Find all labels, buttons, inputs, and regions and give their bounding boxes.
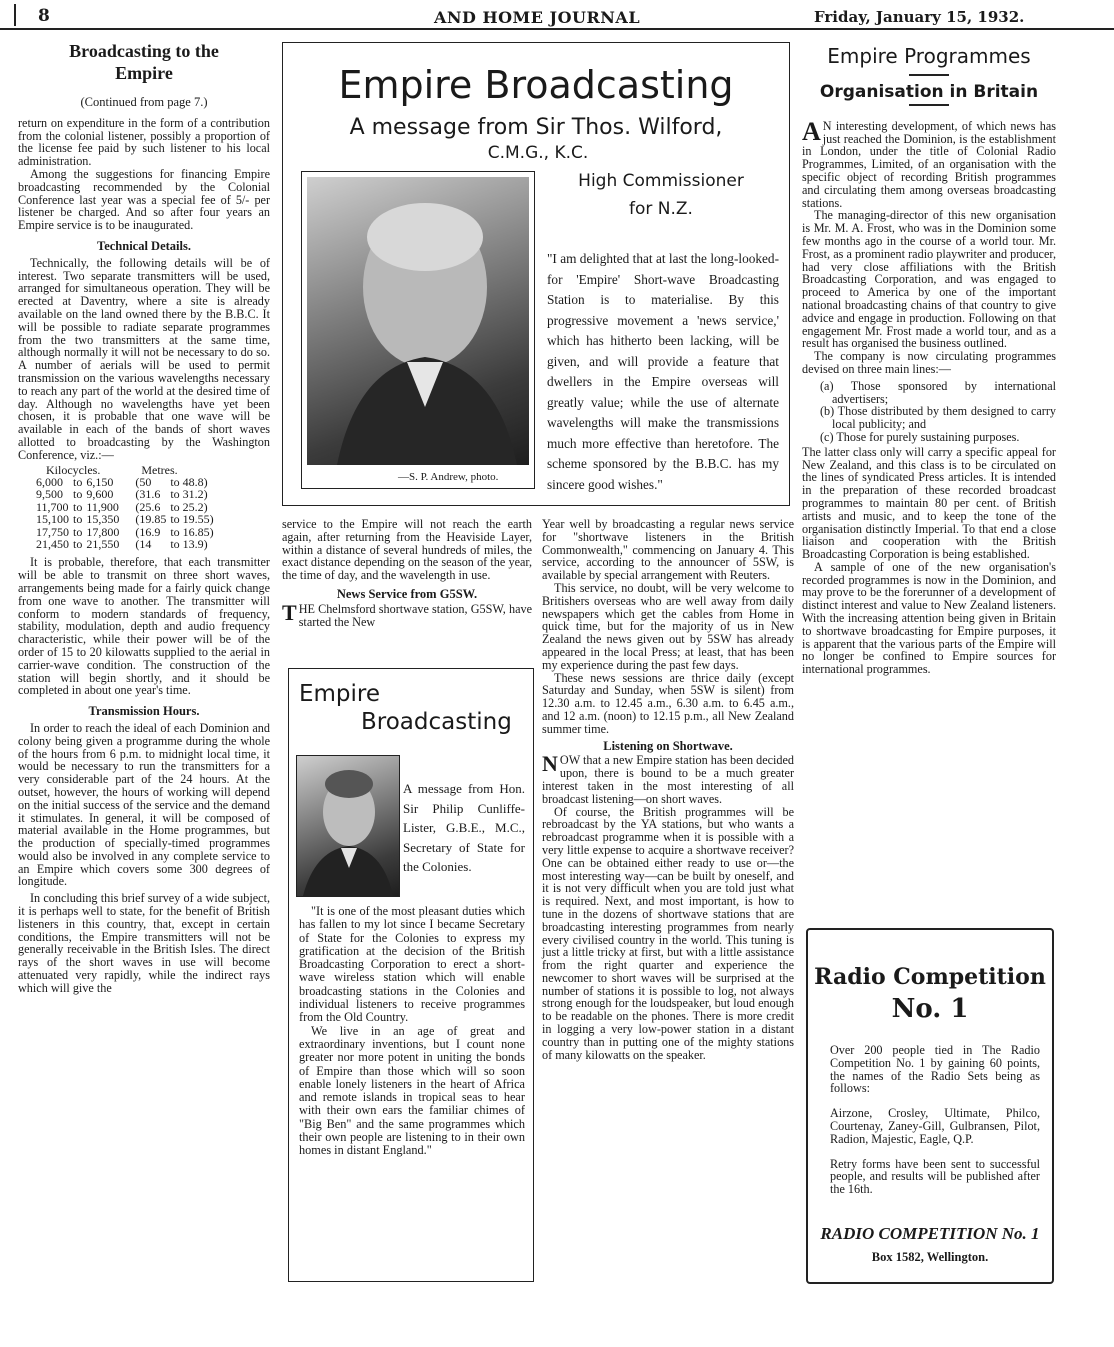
paragraph-text: OW that a new Empire station has been decided upon, there is bound to be a much greater interest taken in the most interesting of all broadcast listening—on short waves.: [542, 753, 794, 806]
paragraph-text: N interesting development, of which news has just reached the Dominion, is the establishment in London, under the title of Colonial Radio Programmes, Limited, of an organisation with the specific object of recording British programmes and circulating them among overseas broadcasting stations.: [802, 118, 1056, 210]
issue-date: Friday, January 15, 1932.: [814, 8, 1025, 26]
paragraph: It is probable, therefore, that each transmitter will be able to transmit on three short waves, arrangements being made for a fairly quick change from one wave to another. The transmitter will conform to modern standards of frequency, stability, modulation, depth and audio frequency characteristic, while their power will be of the order of 15 to 20 kilowatts supplied to the aerial in carrier-wave condition. The construction of the station will begin shortly, and it should be completed in about one year's time.: [18, 555, 270, 698]
column-3: [542, 518, 794, 1061]
box-title: Empire: [299, 681, 381, 707]
list-item: (b) Those distributed by them designed to carry local publicity; and: [820, 404, 1056, 432]
portrait-silhouette: [307, 177, 529, 465]
drop-cap: N: [542, 751, 558, 777]
paragraph: [802, 116, 1056, 210]
table-header: Metres.: [141, 462, 178, 477]
competition-number: No. 1: [891, 994, 969, 1024]
section-heading: Technical Details.: [97, 238, 191, 253]
section-heading: News Service from G5SW.: [336, 586, 478, 601]
portrait-photo: [307, 177, 529, 465]
paragraph: We live in an age of great and extraordinary inventions, but I count none greater nor more potent in uniting the bonds of Empire than those which will so soon enable lonely listeners in the heart of Africa and remote islands in tropical seas to hear with their own ears the familiar chimes of "Big Ben" and the same programmes which their own people are listening to in their own homes in distant England.": [299, 1023, 525, 1158]
paragraph: Among the suggestions for financing Empire broadcasting recommended by the Colonial Conference last year was a special fee of 5/- per listener be charged. And so after four years an Empire service is to be inaugurated.: [18, 166, 270, 233]
portrait-frame: [301, 171, 535, 489]
portrait-photo: [296, 755, 400, 897]
drop-cap: A: [802, 116, 821, 146]
feature-box: [282, 42, 790, 506]
paragraph: "It is one of the most pleasant duties which has fallen to my lot since I became Secretary of State for the Colonies to express my gratification at the decision of the British Broadcasting Corporation to erect a short-wave wireless station which will enable broadcasting stations in the Colonies and individual listeners to receive programmes from the Old Country.: [299, 904, 525, 1025]
paragraph: This service, no doubt, will be very welcome to Britishers overseas who are well away from daily newspapers which get the cables from Home in quick time, but for the majority of us in New Zealand the news given out by 5SW has already appeared in the local Press; at least, that has been my experience during the past few days.: [542, 580, 794, 672]
journal-title: AND HOME JOURNAL: [434, 8, 641, 27]
paragraph: [282, 599, 532, 629]
article-subtitle: Organisation in Britain: [819, 81, 1039, 102]
box-quote: [299, 905, 525, 1158]
box-message: A message from Hon. Sir Philip Cunliffe-Lister, G.B.E., M.C., Secretary of State for the Colonies.: [403, 781, 525, 874]
competition-title: Radio Competition: [814, 964, 1046, 990]
column-4: [802, 44, 1056, 676]
continued-note: (Continued from page 7.): [80, 95, 208, 109]
paragraph-text: HE Chelmsford shortwave station, G5SW, have started the New: [298, 601, 532, 629]
paragraph: The company is now circulating programmes devised on three main lines:—: [802, 349, 1056, 376]
feature-title: Empire Broadcasting: [338, 63, 734, 107]
portrait-silhouette: [297, 756, 399, 896]
table-header: Kilocycles.: [46, 462, 101, 477]
article-title: [18, 40, 270, 84]
article-title-line-2: Empire: [115, 63, 173, 83]
paragraph: The latter class only will carry a specific appeal for New Zealand, and this class is to be circulated on the lines of syndicated Press articles. It is intended in the preparation of these recorded broadcast programmes to maintain 80 per cent. of British artists and music, and to keep the tone of the organisation distinctly Imperial. To that end a close liaison and cooperation with the British Broadcasting Corporation is being established.: [802, 444, 1056, 562]
feature-role: for N.Z.: [629, 199, 693, 219]
paragraph: Retry forms have been sent to successful people, and results will be published after the 16th.: [830, 1156, 1040, 1197]
list-item: (a) Those sponsored by international advertisers;: [820, 378, 1056, 406]
feature-role: High Commissioner: [578, 171, 744, 191]
section-heading: Listening on Shortwave.: [603, 738, 733, 753]
feature-quote: "I am delighted that at last the long-looked-for 'Empire' Short-wave Broadcasting Station is to materialise. By this progressive movement a 'news service,' which has hitherto been lacking, will be given, and will provide a feature that dwellers in the Empire overseas will greatly value; while the use of alternate wavelengths will make the transmissions much more effective than heretofore. The scheme sponsored by the B.B.C. has my sincere good wishes.": [547, 251, 779, 492]
table-row: 6,000 to 6,150 (50 to 48.8): [36, 474, 208, 489]
feature-honours: C.M.G., K.C.: [487, 143, 589, 163]
article-title-line-1: Broadcasting to the: [69, 41, 219, 61]
competition-address: Box 1582, Wellington.: [871, 1250, 989, 1264]
paragraph: Year well by broadcasting a regular news service for "shortwave listeners in the British Commonwealth," commencing on January 4. This service, according to the announcer of 5SW, is available by special arrangement with Reuters.: [542, 517, 794, 583]
drop-cap: T: [282, 599, 297, 625]
column-1: [18, 40, 270, 995]
competition-footer: RADIO COMPETITION No. 1: [820, 1224, 1040, 1243]
article-title: Empire Programmes: [827, 44, 1031, 68]
paragraph: [542, 751, 794, 806]
section-heading: Transmission Hours.: [88, 704, 200, 719]
photo-credit: —S. P. Andrew, photo.: [398, 471, 499, 483]
wavelength-table: [36, 464, 218, 551]
page-header: [0, 4, 1114, 30]
table-row: 21,450 to 21,550 (14 to 13.9): [36, 536, 208, 551]
message-box: [288, 668, 534, 1282]
competition-box: [806, 928, 1054, 1284]
title-rule: [909, 104, 949, 106]
paragraph: A sample of one of the new organisation's recorded programmes is now in the Dominion, and may prove to be the forerunner of a development of distinct interest and value to New Zealand listeners. With the increasing attention being given in Britain to shortwave broadcasting for Empire purposes, it is apparent that the various parts of the Empire will no longer be confined to Empire sources for international programmes.: [802, 559, 1056, 677]
paragraph: Technically, the following details will be of interest. Two separate transmitters will be used, arranged for simultaneous operation. They will be erected at Daventry, where a site is already available on the land owned there by the B.B.C. It will be possible to radiate separate programmes from the two transmitters at the same time, although normally it will not be necessary to do so. A number of aerials will be used to permit transmission on the various wavelengths necessary to reach any part of the world at the desired time of day. Although no wavelengths have yet been chosen, it is probable that one wave will be available in each of the bands of short waves allotted to broadcasting by the Washington Conference, viz.:—: [18, 255, 270, 462]
page-number: 8: [38, 6, 50, 26]
table-row: 11,700 to 11,900 (25.6 to 25.2): [36, 499, 208, 514]
paragraph: In order to reach the ideal of each Dominion and colony being given a programme during the whole of the hours from 6 p.m. to midnight local time, it would be necessary to run the transmitters for a very considerable part of the 24 hours. At the outset, however, the hours of working will depend on the initial success of the service and the demand it stimulates. In general, it will be composed of material available in the Home programmes, but the production of specially-timed programmes would also be involved in any complete service to an Empire which covers some 300 degrees of longitude.: [18, 720, 270, 889]
title-rule: [909, 74, 949, 76]
competition-text: [830, 1044, 1040, 1196]
paragraph: The managing-director of this new organisation is Mr. M. A. Frost, who was in the Dominion some few months ago in the course of a world tour. Mr. Frost, as a prominent radio playwriter and producer, had very close affiliations with the British Broadcasting Corporation, and was engaged to proceed to America by one of the important national broadcasting chains of that country to give advice and engage in production. Following on that engagement Mr. Frost made a world tour, and as a result has organised the business outlined.: [802, 208, 1056, 351]
table-row: 9,500 to 9,600 (31.6 to 31.2): [36, 487, 208, 502]
paragraph: service to the Empire will not reach the earth again, after returning from the Heaviside Layer, within a distance of several hundreds of miles, the exact distance depending on the season of the year, the time of day, and the wavelength in use.: [282, 517, 532, 583]
paragraph: Over 200 people tied in The Radio Competition No. 1 by gaining 60 points, the names of the Radio Sets being as follows:: [830, 1043, 1040, 1096]
paragraph: These news sessions are thrice daily (except Saturday and Sunday, when 5SW is silent) from 12.30 a.m. to 12.45 a.m., 6.30 a.m. to 6.45 a.m., and 12 a.m. (noon) to 12.15 p.m., all New Zealand summer time.: [542, 670, 794, 736]
paragraph: Of course, the British programmes will be rebroadcast by the YA stations, but who wants a rebroadcast programme when it is possible with a very little expense to acquire a shortwave receiver? One can be obtained either ready to use or—the most interesting way—can be built by oneself, and it is not very difficult when you are told just what is required. Next, and most important, is how to tune in the dozens of shortwave stations that are broadcasting interesting programmes from nearly every civilised country in the world. This tuning is just a little tricky at first, but with a little assistance from the right quarter and experience the newcomer to short waves will be surprised at the number of stations it is possible to log, not always strong enough for the loudspeaker, but loud enough to be readable on the phones. There is more credit in logging a very low-power station in a distant country than in putting one of the mighty stations of many kilowatts on the speaker.: [542, 804, 794, 1062]
list-item: (c) Those for purely sustaining purposes.: [820, 429, 1020, 444]
table-row: 15,100 to 15,350 (19.85 to 19.55): [36, 512, 214, 527]
table-row: 17,750 to 17,800 (16.9 to 16.85): [36, 524, 214, 539]
margin-rule: [14, 4, 16, 26]
box-title: Broadcasting: [361, 709, 512, 735]
feature-subtitle: A message from Sir Thos. Wilford,: [349, 115, 723, 140]
paragraph: return on expenditure in the form of a contribution from the colonial listener, possibly a proportion of the license fee paid by such listener to his local administration.: [18, 115, 270, 169]
lines-list: [820, 380, 1056, 444]
paragraph: In concluding this brief survey of a wide subject, it is perhaps well to state, for the benefit of British listeners in this country, that, except in certain conditions, the Empire transmitters will not be generally receivable in the British Isles. The direct rays of the short waves in use will become attenuated very rapidly, while the indirect rays which will give the: [18, 891, 270, 995]
radio-sets-list: Airzone, Crosley, Ultimate, Philco, Courtenay, Zaney-Gill, Gulbransen, Pilot, Radion, Majestic, Eagle, Q.P.: [830, 1106, 1040, 1146]
column-2: [282, 518, 532, 628]
